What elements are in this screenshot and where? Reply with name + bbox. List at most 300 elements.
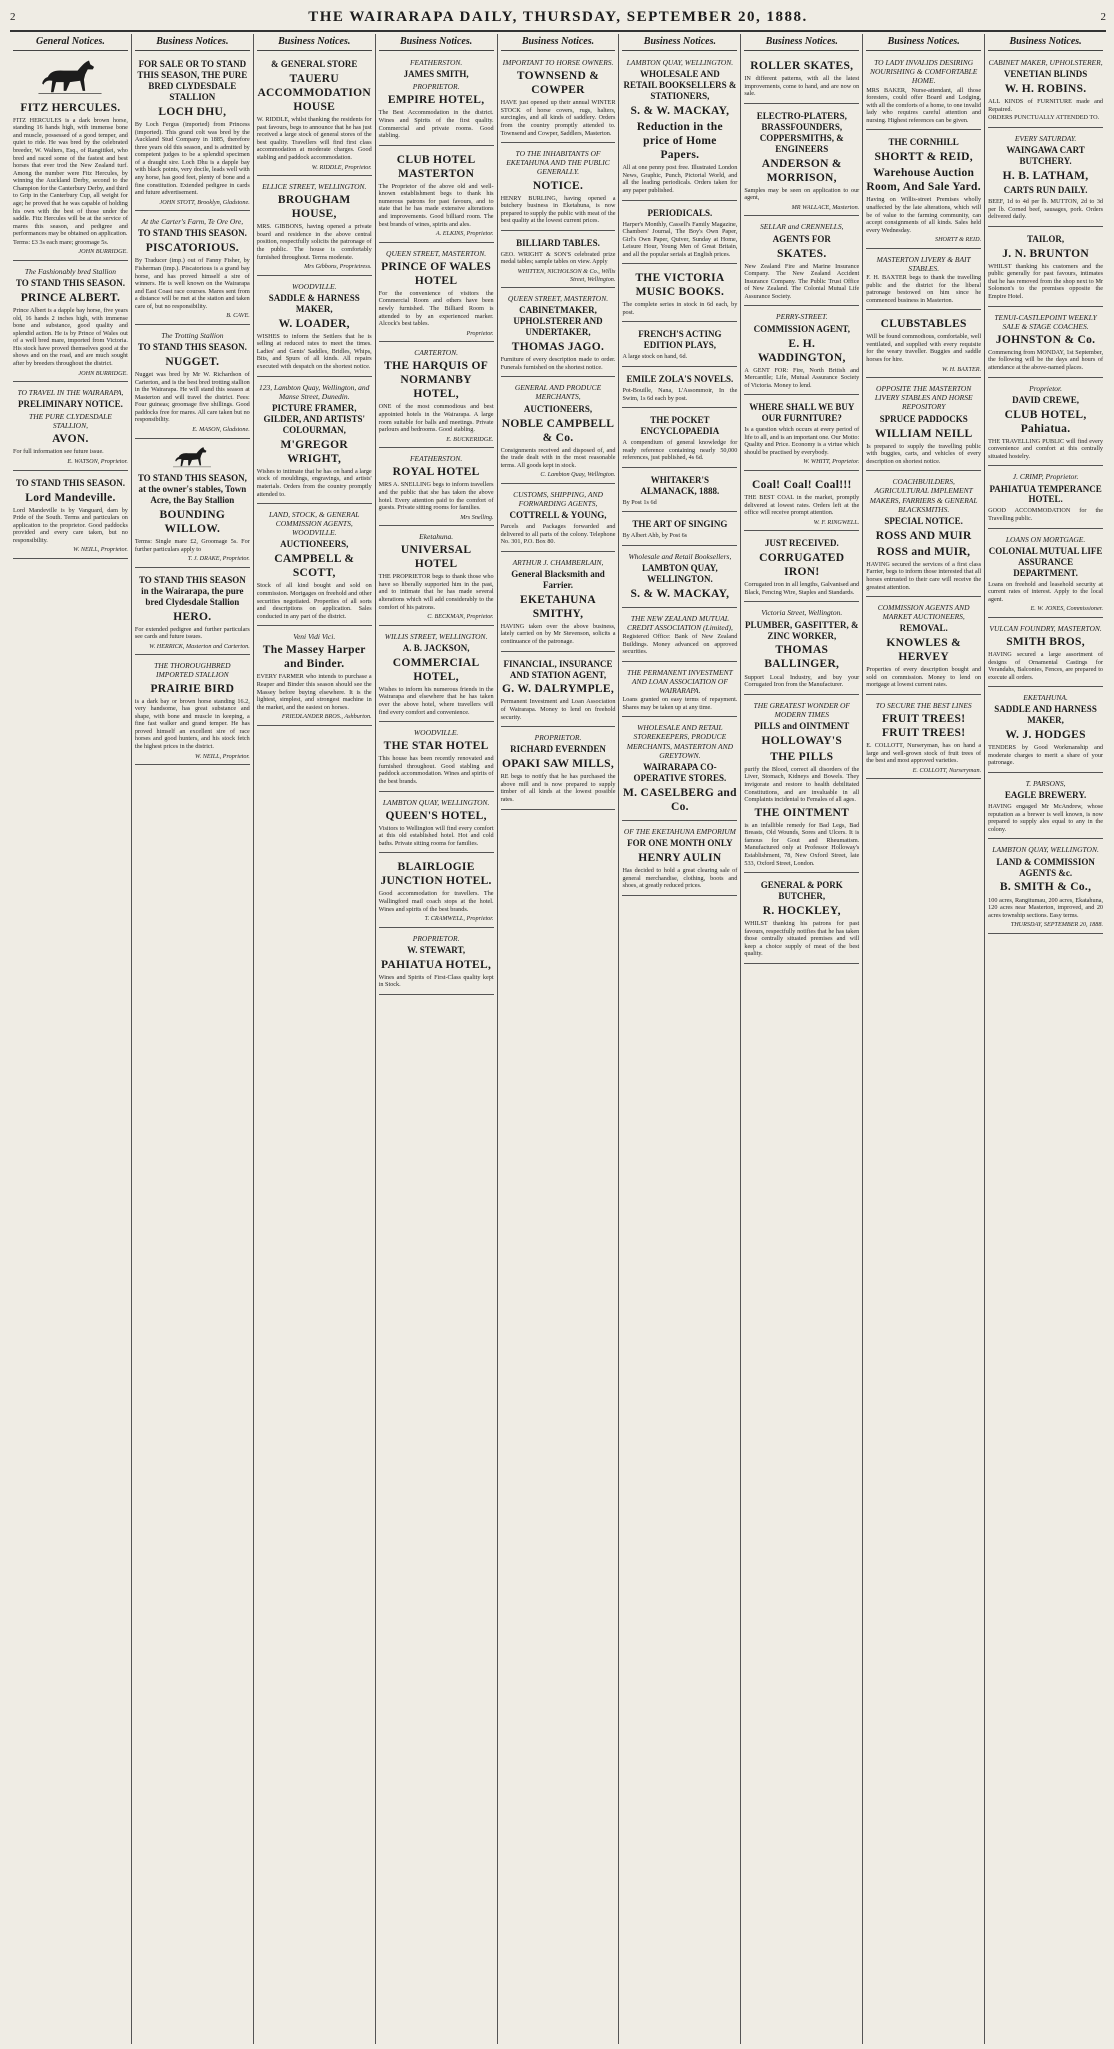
advertisement	[135, 441, 250, 568]
advertisement	[988, 229, 1103, 307]
column-7	[741, 34, 863, 2044]
ad-subheading: COTTRELL & YOUNG,	[509, 510, 607, 521]
ad-text: THE TRAVELLING PUBLIC will find every convenience and comfort at this centrally situated hostelry.	[988, 437, 1104, 460]
horse-illustration	[135, 445, 250, 472]
ad-signature: W. NEILL, Proprietor.	[195, 752, 250, 760]
advertisement	[135, 657, 250, 765]
ad-caption: LAMBTON QUAY, WELLINGTON.	[992, 845, 1099, 855]
ad-text: W. RIDDLE, whilst thanking the residents for past favours, begs to announce that he has just received a large stock of general stores of the best quality. Travellers will find first class accommodation at moderate charges. Good stabling and paddock accommodation.	[256, 116, 372, 162]
advertisement	[501, 729, 616, 809]
advertisement	[501, 379, 616, 484]
ad-text: Loans granted on easy terms of repayment. Shares may be taken up at any time.	[622, 696, 738, 711]
ad-subheading: THE POCKET ENCYCLOPAEDIA	[640, 415, 720, 437]
ad-signature: JOHN BURRIDGE.	[78, 248, 128, 256]
ad-headline: FRUIT TREES! FRUIT TREES!	[881, 713, 966, 740]
ad-text: Registered Office: Bank of New Zealand Buildings. Money advanced on approved securities.	[622, 633, 738, 656]
ad-subheading: TAILOR,	[1027, 233, 1065, 244]
ad-text: HAVING engaged Mr McAndrew, whose reputation as a brewer is well known, is now prepared to supply ales equal to any in the colony.	[988, 803, 1104, 833]
ad-text: MRS A. SNELLING begs to inform travellers and the public that she has taken the above hotel. Every attention paid to the comfort of guests. Private sitting rooms for families.	[378, 481, 494, 512]
ad-caption: THE PURE CLYDESDALE STALLION,	[29, 412, 112, 431]
advertisement	[988, 309, 1103, 378]
ad-headline: SMITH BROS,	[1006, 636, 1085, 648]
column-heading: Business Notices.	[135, 34, 250, 51]
ad-subheading: SPRUCE PADDOCKS	[879, 413, 968, 424]
ad-text: Is a question which occurs at every period of life to all, and is an important one. Our Motto: Quality and Price. Economy is a virtue which should be practised by everybody.	[744, 426, 860, 456]
ad-headline: PRINCE ALBERT.	[20, 292, 121, 304]
ad-subheading: VENETIAN BLINDS	[1003, 69, 1088, 80]
ad-subheading: THE CORNHILL	[888, 137, 959, 148]
ad-caption: GENERAL AND PRODUCE MERCHANTS,	[514, 383, 602, 402]
column-9	[985, 34, 1106, 2044]
ad-caption: OF THE EKETAHUNA EMPORIUM	[623, 826, 736, 836]
ad-subheading: REMOVAL.	[899, 623, 948, 634]
advertisement	[622, 410, 737, 468]
ad-headline: FITZ HERCULES.	[20, 101, 121, 114]
ad-text: is a dark bay or brown horse standing 16.2, very handsome, has great substance and shape, with bone and muscle in keeping, a fine fast walker and grand temper. He has proved himself an excellent sire of race horses and good hunters, and his stock fetch the highest prices in the district.	[134, 697, 250, 750]
advertisement	[135, 570, 250, 656]
ad-subheading: LAND & COMMISSION AGENTS &c.	[996, 856, 1095, 878]
ad-headline: BOUNDING WILLOW.	[159, 508, 226, 535]
ad-headline: CLUB HOTEL MASTERTON	[396, 153, 476, 180]
ad-caption: IMPORTANT TO HORSE OWNERS.	[502, 58, 614, 68]
ad-headline: CLUB HOTEL, Pahiatua.	[1004, 408, 1087, 435]
ad-text: Stock of all kind bought and sold on commission. Mortgages on freehold and other securities negotiated. Properties of all sorts and descriptions on application. Sales conducted in any part of the district.	[256, 582, 372, 620]
ad-signature: E. BUCKERIDGE.	[446, 435, 494, 443]
ad-caption: 123, Lambton Quay, Wellington, and Manse Street, Dunedin.	[259, 382, 370, 401]
ad-headline: CAMPBELL & SCOTT,	[274, 553, 355, 580]
ad-text: THE PROPRIETOR begs to thank those who have so liberally supported him in the past, and to intimate that he has made several alterations which will add considerably to the comfort of his patrons.	[378, 573, 494, 611]
ad-caption: QUEEN STREET, MASTERTON.	[386, 248, 487, 258]
ad-caption: Eketahuna.	[419, 532, 454, 542]
ad-headline: CORRUGATED IRON!	[759, 552, 845, 579]
ad-headline: PISCATORIOUS.	[145, 242, 239, 255]
advertisement	[744, 106, 859, 217]
ad-subheading: JUST RECEIVED.	[764, 538, 839, 549]
ad-text: All at one penny post free. Illustrated London News, Graphic, Punch, Pictorial World, and all the leading periodicals. Orders taken for any paper published.	[622, 164, 738, 194]
advertisement	[257, 278, 372, 377]
ad-caption: WILLIS STREET, WELLINGTON.	[384, 631, 488, 641]
ad-headline: NOBLE CAMPBELL & Co.	[501, 417, 615, 444]
advertisement	[379, 724, 494, 791]
column-heading: Business Notices.	[744, 34, 859, 51]
advertisement	[744, 54, 859, 104]
advertisement	[622, 266, 737, 322]
ad-subheading: SADDLE AND HARNESS MAKER,	[994, 704, 1097, 726]
advertisement	[744, 697, 859, 873]
ad-caption: EVERY SATURDAY.	[1014, 134, 1077, 143]
ad-text: Visitors to Wellington will find every comfort at this old established hotel. Hot and cold baths. Private sitting rooms for families.	[378, 824, 494, 847]
ad-headline: PRINCE OF WALES HOTEL	[381, 260, 492, 287]
ad-subheading: WHOLESALE AND RETAIL BOOKSELLERS & STATIONERS,	[623, 69, 737, 102]
ad-text: IN different patterns, with all the latest improvements, come to hand, and are now on sale.	[744, 75, 860, 98]
advertisement	[744, 533, 859, 602]
advertisement	[257, 628, 372, 726]
advertisement	[501, 233, 616, 288]
ad-text: Will be found commodious, comfortable, well ventilated, and supplied with every requisite for the weary traveller. Buggies and saddle horses for hire.	[866, 333, 982, 364]
advertisement	[257, 54, 372, 176]
ad-caption: VULCAN FOUNDRY, MASTERTON.	[989, 623, 1102, 633]
ad-text: Permanent Investment and Loan Association of Wairarapa. Money to lend on freehold security.	[500, 698, 616, 721]
ad-subheading: RICHARD EVERNDEN	[510, 744, 606, 755]
ad-signature: W. NEILL, Proprietor.	[73, 546, 128, 554]
ad-caption: ARTHUR J. CHAMBERLAIN,	[512, 557, 604, 567]
ad-headline: LOCH DHU,	[158, 106, 227, 119]
column-heading: Business Notices.	[988, 34, 1103, 51]
ad-caption: The Trotting Stallion	[161, 330, 224, 340]
ad-caption: PROPRIETOR.	[412, 82, 460, 92]
advertisement	[988, 380, 1103, 467]
ad-text: RE begs to notify that he has purchased the above mill and is now prepared to supply timber of all kinds at the lowest possible rates.	[500, 773, 616, 803]
ad-subheading: COMMISSION AGENT,	[753, 323, 850, 334]
ad-text: The Best Accommodation in the district. Wines and Spirits of the first quality. Commercial and private rooms. Good stabling.	[378, 109, 494, 140]
ad-subheading: TO STAND THIS SEASON in the Wairarapa, the pure bred Clydesdale Stallion	[138, 574, 246, 607]
ad-caption: LAMBTON QUAY, WELLINGTON.	[626, 58, 734, 68]
advertisement	[501, 486, 616, 552]
ad-signature: T. J. DRAKE, Proprietor.	[187, 555, 250, 563]
ad-text: FITZ HERCULES is a dark brown horse, standing 16 hands high, with immense bone and muscle, possessed of a good temper, and quiet to ride. He was bred by the celebrated breeder, W. Walters, Esq., of Rangitikei, who bred and raced some of the fastest and best horses that ever trod the New Zealand turf. Among the number were Fitz Hercules, by winning the Auckland Derby, second to the Champion for the Canterbury Derby, and third to Grip in the Canterbury Cup, all weight for age; he proved that he was capable of holding his own with the best of those under the saddle. Fitz Hercules will be at the service of mares this season, and pedigree and performances may be obtained on application.	[13, 116, 128, 238]
ad-text: Corrugated iron in all lengths, Galvanised and Black, Fencing Wire, Staples and Standards.	[744, 581, 860, 596]
column-heading: Business Notices.	[622, 34, 737, 51]
ad-subheading: TO STAND THIS SEASON.	[137, 342, 247, 353]
ad-headline: THE STAR HOTEL	[383, 740, 489, 753]
ad-headline: The Massey Harper and Binder.	[262, 644, 366, 671]
advertisement	[622, 664, 737, 718]
ad-headline: BLAIRLOGIE JUNCTION HOTEL.	[380, 861, 492, 888]
ad-signature: JOHN BURRIDGE.	[78, 369, 128, 377]
ad-subheading: WHERE SHALL WE BUY OUR FURNITURE?	[749, 402, 855, 424]
advertisement	[257, 506, 372, 626]
ad-subheading: TO STAND THIS SEASON.	[15, 477, 125, 488]
ad-headline: M. CASELBERG and Co.	[623, 786, 737, 813]
ad-caption: WHOLESALE AND RETAIL STOREKEEPERS, PRODUCE MERCHANTS, MASTERTON AND GREYTOWN.	[626, 723, 733, 760]
ad-subheading: PLUMBER, GASFITTER, & ZINC WORKER,	[745, 619, 859, 641]
advertisement	[135, 327, 250, 439]
ad-signature: E. COLLOTT, Nurseryman.	[912, 766, 982, 774]
column-1	[10, 34, 132, 2044]
ad-caption: MASTERTON LIVERY & BAIT STABLES.	[876, 254, 971, 273]
ad-headline: THE OINTMENT	[754, 806, 850, 819]
ad-subheading: PILLS and OINTMENT	[754, 720, 850, 731]
ad-caption: COMMISSION AGENTS AND MARKET AUCTIONEERS,	[877, 603, 970, 622]
ad-caption: LAMBTON QUAY, WELLINGTON.	[382, 797, 490, 807]
ad-signature: E. WATSON, Proprietor.	[67, 458, 128, 466]
ad-headline: COMMERCIAL HOTEL,	[392, 656, 480, 683]
advertisement	[988, 841, 1103, 933]
ad-text: Furniture of every description made to order. Funerals furnished on the shortest notice.	[500, 356, 616, 371]
ad-signature: W. H. BAXTER.	[941, 365, 982, 373]
ad-text: For extended pedigree and further particulars see cards and future issues.	[134, 625, 250, 641]
ad-caption: PROPRIETOR.	[412, 933, 460, 943]
advertisement	[622, 719, 737, 821]
ad-text: Lord Mandeville is by Vanguard, dam by Pride of the South. Terms and particulars on application to the proprietor. Good paddocks provided and every care taken, but no responsibility.	[13, 506, 128, 544]
advertisement	[622, 470, 737, 513]
ad-text: GOOD ACCOMMODATION for the Travelling public.	[988, 507, 1104, 522]
ad-text: New Zealand Fire and Marine Insurance Company. The New Zealand Accident Insurance Company. The Public Trust Office of New Zealand. The Colonial Mutual Life Assurance Society.	[744, 262, 860, 300]
ad-text: Wines and Spirits of First-Class quality kept in Stock.	[378, 973, 494, 989]
ad-text: Prince Albert is a dapple bay horse, five years old, 16 hands 2 inches high, with immense bone and substance, good quality and splendid action. He is by Prince of Wales out of a well bred mare, imported from Victoria. His stock have proved themselves good at the shows and on the road, and are much sought after by breeders throughout the district.	[13, 307, 128, 367]
ad-caption: EKETAHUNA.	[1023, 693, 1068, 703]
ad-text: BEEF, 1d to 4d per lb. MUTTON, 2d to 3d per lb. Corned beef, sausages, pork. Orders delivered daily.	[988, 198, 1104, 221]
column-2	[132, 34, 254, 2044]
advertisement	[622, 548, 737, 608]
page-number-right: 2	[1100, 11, 1106, 23]
ad-text: TENDERS by Good Workmanship and moderate charges to merit a share of your patronage.	[988, 744, 1104, 767]
ad-caption: THE THOROUGHBRED IMPORTED STALLION	[154, 661, 231, 680]
ad-subheading: WAINGAWA CART BUTCHERY.	[1006, 145, 1085, 167]
advertisement	[379, 450, 494, 526]
ad-text: GEO. WRIGHT & SON'S celebrated prize medal tables; sample tables on view. Apply	[500, 250, 616, 266]
advertisement	[379, 930, 494, 995]
advertisement	[622, 324, 737, 367]
ad-subheading: SADDLE & HARNESS MAKER,	[268, 292, 360, 314]
ad-headline: HERO.	[173, 610, 212, 623]
newspaper-title: THE WAIRARAPA DAILY, THURSDAY, SEPTEMBER 20, 1888.	[308, 8, 808, 25]
ad-text: A large stock on hand, 6d.	[622, 353, 688, 361]
ad-text: purify the Blood, correct all disorders of the Liver, Stomach, Kidneys and Bowels. They invigorate and restore to health debilitated Constitutions, and are invaluable in all Complaints incidental to Females of all ages.	[744, 765, 860, 804]
ad-signature: C. BECKMAN, Proprietor.	[427, 613, 494, 621]
advertisement	[744, 875, 859, 964]
ad-signature: FRIEDLANDER BROS., Ashburton.	[281, 713, 372, 721]
columns-container	[10, 34, 1106, 2044]
ad-headline: ANDERSON & MORRISON,	[761, 157, 842, 184]
ad-headline: JOHNSTON & Co.	[995, 333, 1096, 346]
advertisement	[988, 130, 1103, 227]
ad-headline: Warehouse Auction Room, And Sale Yard.	[866, 167, 981, 194]
ad-subheading: EMILE ZOLA'S NOVELS.	[626, 373, 734, 384]
ad-caption: THE GREATEST WONDER OF MODERN TIMES	[753, 700, 851, 719]
ad-text: ALL KINDS of FURNITURE made and Repaired.	[988, 98, 1104, 113]
column-heading: Business Notices.	[379, 34, 494, 51]
advertisement	[379, 245, 494, 343]
ad-text: 100 acres, Rangitumau, 200 acres, Ekatahuna, 120 acres near Masterton, improved, and 20 acres township sections. Easy terms.	[988, 896, 1104, 919]
ad-subheading: LAMBTON QUAY, WELLINGTON.	[642, 562, 718, 584]
ad-headline: W. H. ROBINS.	[1004, 83, 1087, 96]
ad-text: Pot-Bouille, Nana, L'Assommoir, In the Swim, 1s 6d each by post.	[622, 386, 738, 402]
ad-caption: At the Carter's Farm, Te Ore Ore,	[141, 217, 244, 227]
ad-caption: SELLAR and CRENNELLS,	[760, 222, 844, 232]
ad-text: Having on Willis-street Premises wholly unaffected by the late alterations, which will be of value to the farming community, can accept consignments of all kinds. Sales held every Wednesday.	[866, 196, 982, 234]
ad-caption: CUSTOMS, SHIPPING, AND FORWARDING AGENTS,	[513, 489, 603, 508]
ad-text: By Post 1s 6d	[622, 498, 657, 506]
column-heading: Business Notices.	[866, 34, 981, 51]
ad-headline: R. HOCKLEY,	[762, 905, 841, 918]
ad-text: Nugget was bred by Mr W. Richardson of Carterton, and is the best bred trotting stallion in the Wairarapa. He will stand this season at Masterton and will travel the district. Fees: Four guineas; groomage five shillings. Good paddocks free for mares. All care taken but no responsibility.	[134, 371, 250, 424]
column-6	[619, 34, 741, 2044]
advertisement	[866, 251, 981, 311]
ad-terms: Terms: £3 3s each mare; groomage 5s.	[13, 238, 109, 246]
column-4	[376, 34, 498, 2044]
ad-text: HAVING secured the services of a first class Farrier, begs to inform those interested that all horses entrusted to their care will receive the greatest attention.	[866, 560, 982, 591]
advertisement	[744, 308, 859, 395]
advertisement	[744, 473, 859, 531]
advertisement	[501, 145, 616, 231]
ad-caption: TENUI-CASTLEPOINT WEEKLY SALE & STAGE COACHES.	[994, 312, 1097, 331]
advertisement	[866, 312, 981, 378]
ad-subheading: EAGLE BREWERY.	[1004, 790, 1087, 801]
ad-caption: Veni Vidi Vici.	[293, 632, 336, 642]
ad-headline: TOWNSEND & COWPER	[516, 70, 600, 97]
advertisement	[622, 203, 737, 265]
ad-headline: W. J. HODGES	[1005, 729, 1086, 742]
ad-subheading: FINANCIAL, INSURANCE AND STATION AGENT,	[503, 658, 613, 680]
ad-caption: Wholesale and Retail Booksellers,	[628, 551, 732, 561]
ad-caption: LAND, STOCK, & GENERAL COMMISSION AGENTS, WOODVILLE.	[268, 510, 360, 538]
ad-caption: QUEEN STREET, MASTERTON.	[507, 294, 609, 304]
advertisement	[866, 599, 981, 695]
ad-signature: THURSDAY, SEPTEMBER 20, 1888.	[1010, 921, 1104, 929]
ad-subheading: DAVID CREWE,	[1012, 394, 1079, 405]
ad-headline: J. N. BRUNTON	[1002, 247, 1089, 260]
ad-headline: WILLIAM NEILL	[874, 427, 973, 440]
column-5	[498, 34, 620, 2044]
ad-subheading: PERIODICALS.	[647, 207, 713, 218]
advertisement	[622, 54, 737, 200]
ad-headline: THE VICTORIA MUSIC BOOKS.	[635, 272, 725, 299]
ad-headline: M'GREGOR WRIGHT,	[280, 438, 349, 465]
ad-caption: TO LADY INVALIDS DESIRING NOURISHING & COMFORTABLE HOME.	[870, 58, 978, 86]
advertisement	[379, 528, 494, 626]
ad-headline: THOMAS BALLINGER,	[764, 644, 840, 671]
ad-subheading: COLONIAL MUTUAL LIFE ASSURANCE DEPARTMENT.	[988, 545, 1103, 578]
ad-subheading: PRELIMINARY NOTICE.	[18, 399, 123, 410]
ad-subheading: PICTURE FRAMER, GILDER, AND ARTISTS' COLOURMAN,	[263, 402, 365, 435]
ad-subheading: BILLIARD TABLES.	[516, 237, 600, 248]
ad-text: HENRY BURLING, having opened a butchery business in Eketahuna, is now prepared to supply the public with meat of the best quality at the lowest current prices.	[500, 194, 616, 225]
ad-text: Terms: Single mare £2, Groomage 5s. For further particulars apply to	[134, 538, 250, 553]
ad-text: Properties of every description bought and sold on commission. Money to lend on mortgage at lowest current rates.	[866, 666, 982, 689]
ad-text: By Traducer (imp.) out of Fanny Fisher, by Fisherman (imp.). Piscatorious is a grand bay horse, and has proved himself a sire of winners. He is well known on the Wairarapa and East Coast race courses. Mares sent from a distance will be met at the station and taken care of, but no responsibility.	[134, 257, 250, 310]
ad-headline: E. H. WADDINGTON,	[757, 337, 846, 364]
advertisement	[379, 54, 494, 146]
ad-signature: T. CRAMWELL, Proprietor.	[424, 915, 494, 923]
ad-headline: S. & W. MACKAY,	[630, 587, 730, 600]
ad-text: Loans on freehold and leasehold security at current rates of interest. Apply to the local agent.	[988, 580, 1104, 603]
ad-headline: W. LOADER,	[278, 317, 350, 330]
ad-subheading: THE ART OF SINGING	[632, 519, 728, 530]
ad-signature: A. ELKINS, Proprietor.	[435, 230, 494, 238]
advertisement	[622, 369, 737, 408]
ad-subheading: FRENCH'S ACTING EDITION PLAYS,	[638, 329, 722, 351]
ad-headline: EMPIRE HOTEL,	[387, 94, 485, 107]
ad-subheading: & GENERAL STORE	[271, 59, 358, 70]
ad-subheading: SPECIAL NOTICE.	[884, 515, 963, 526]
masthead	[10, 4, 1106, 32]
ad-text: The Proprietor of the above old and well-known establishment begs to thank his numerous patrons for past favours, and to state that he has made extensive alterations and improvements. Good billiard room. The best brands of wines, spirits and ales.	[378, 182, 494, 228]
ad-caption: THE PERMANENT INVESTMENT AND LOAN ASSOCIATION OF WAIRARAPA.	[627, 667, 733, 696]
ad-text: F. H. BAXTER begs to thank the travelling public and the district for the liberal patronage bestowed on him since he commenced business in Masterton.	[866, 274, 982, 304]
ad-text: Has decided to hold a great clearing sale of general merchandise, clothing, boots and shoes, at greatly reduced prices.	[622, 867, 738, 890]
ad-text: EVERY FARMER who intends to purchase a Reaper and Binder this season should see the Massey before buying elsewhere. It is the lightest, simplest, and strongest machine in the market, and the easiest on horses.	[256, 673, 372, 711]
ad-caption: ELLICE STREET, WELLINGTON.	[262, 182, 367, 192]
ad-text: Is prepared to supply the travelling public with buggies, carts, and vehicles of every description on shortest notice.	[866, 442, 982, 465]
ad-subheading: W. STEWART,	[407, 944, 466, 955]
ad-subheading: FOR ONE MONTH ONLY	[627, 838, 733, 849]
ad-caption: TO TRAVEL IN THE WAIRARAPA,	[17, 388, 124, 398]
ad-subheading: PAHIATUA TEMPERANCE HOTEL.	[989, 483, 1102, 505]
ad-signature: Proprietor.	[466, 329, 494, 337]
ad-text: The complete series in stock in 6d each, by post.	[622, 301, 738, 316]
ad-caption: TO THE INHABITANTS OF EKETAHUNA AND THE PUBLIC GENERALLY.	[506, 149, 610, 177]
advertisement	[501, 290, 616, 377]
ad-headline: THE PILLS	[770, 750, 834, 763]
ad-headline: TAUERU ACCOMMODATION HOUSE	[257, 73, 372, 114]
ad-headline: H. B. LATHAM,	[1002, 170, 1089, 183]
ad-text: Samples may be seen on application to our agent,	[744, 186, 860, 202]
ad-subheading: AGENTS FOR	[772, 233, 831, 244]
advertisement	[866, 132, 981, 248]
advertisement	[988, 689, 1103, 773]
advertisement	[988, 531, 1103, 618]
advertisement	[744, 397, 859, 471]
page-number-left: 2	[10, 11, 16, 23]
horse-illustration	[13, 58, 128, 99]
ad-subheading: TO STAND THIS SEASON, at the owner's stables, Town Acre, the Bay Stallion	[137, 473, 247, 506]
advertisement	[135, 54, 250, 211]
ad-text: This house has been recently renovated and furnished throughout. Good stabling and paddock accommodation. Wines and spirits of the best brands.	[378, 755, 494, 785]
ad-signature: Mrs Gibbons, Proprietress.	[304, 263, 372, 271]
ad-text: HAVING taken over the above business, lately carried on by Mr Stevenson, solicits a continuance of the patronage.	[500, 622, 616, 645]
ad-text: WHILST thanking his customers and the public generally for past favours, intimates that he has removed from the shop next to Mr Solomon's to the premises opposite the Empire Hotel.	[988, 262, 1104, 300]
ad-subheading: AUCTIONEERS,	[523, 403, 593, 414]
ad-caption: TO SECURE THE BEST LINES	[875, 701, 972, 711]
advertisement	[622, 610, 737, 662]
ad-caption: J. CRIMP, Proprietor.	[1012, 472, 1079, 482]
ad-text: A compendium of general knowledge for ready reference containing nearly 50,000 references, just published, 4s 6d.	[622, 439, 738, 462]
column-3	[254, 34, 376, 2044]
ad-headline: CLUBSTABLES	[880, 318, 967, 331]
ad-text: HAVE just opened up their annual WINTER STOCK of horse covers, rugs, halters, surcingles, and all kinds of saddlery. Orders from the country promptly attended to. Townsend and Cowper, Saddlers, Masterton.	[500, 99, 616, 137]
advertisement	[744, 218, 859, 306]
advertisement	[13, 473, 128, 559]
ad-signature: W. HERRICK, Masterton and Carterton.	[149, 642, 250, 650]
ad-signature: SHORTT & REID.	[935, 236, 982, 244]
ad-subheading: TO STAND THIS SEASON.	[137, 228, 247, 239]
ad-headline: HOLLOWAY'S	[761, 734, 843, 747]
ad-caption: FEATHERSTON.	[409, 454, 463, 464]
advertisement	[257, 379, 372, 504]
ad-subheading: AUCTIONEERS,	[280, 539, 349, 550]
column-heading: Business Notices.	[501, 34, 616, 51]
ad-caption: FEATHERSTON.	[409, 58, 463, 68]
advertisement	[257, 178, 372, 276]
ad-headline: Reduction in the price of Home Papers.	[636, 121, 723, 162]
ad-subheading: JAMES SMITH,	[403, 69, 469, 80]
advertisement	[379, 628, 494, 722]
ad-text: ORDERS PUNCTUALLY ATTENDED TO.	[988, 114, 1100, 122]
advertisement	[988, 468, 1103, 528]
ad-text: Commencing from MONDAY, 1st September, the following will be the days and hours of attendance at the above-named places.	[988, 348, 1104, 371]
ad-headline: ROSS AND MUIR	[875, 529, 972, 542]
ad-caption: OPPOSITE THE MASTERTON LIVERY STABLES AND HORSE REPOSITORY	[874, 384, 973, 412]
ad-text: For full information see future issue.	[13, 448, 104, 456]
ad-text: MRS. GIBBONS, having opened a private board and residence in the above central position, respectfully solicits the patronage of the public. The house is comfortably furnished throughout. Terms moderate.	[256, 223, 372, 261]
ad-signature: WHITTEN, NICHOLSON & Co., Willis Street, Wellington.	[517, 267, 616, 283]
ad-text: Wishes to inform his numerous friends in the Wairarapa and elsewhere that he has taken over the above hotel, where travellers will find every comfort and convenience.	[378, 685, 494, 716]
ad-caption: CARTERTON.	[414, 348, 459, 358]
ad-signature: B. CAVE.	[226, 312, 250, 320]
ad-caption: LOANS ON MORTGAGE.	[1005, 534, 1086, 544]
ad-signature: W. F. RINGWELL.	[813, 518, 860, 526]
advertisement	[13, 263, 128, 382]
ad-headline: EKETAHUNA SMITHY,	[520, 593, 596, 620]
advertisement	[988, 775, 1103, 839]
ad-headline: NOTICE.	[532, 179, 584, 192]
advertisement	[622, 823, 737, 896]
ad-subheading: ELECTRO-PLATERS, BRASSFOUNDERS, COPPERSMITHS, & ENGINEERS	[756, 110, 847, 154]
ad-subheading: CARTS RUN DAILY.	[1003, 185, 1088, 196]
ad-text: For the convenience of visitors the Commercial Room and others have been newly furnished. The Billiard Room is attended to by an experienced marker. Alcock's best tables.	[378, 289, 494, 328]
ad-caption: PERRY-STREET.	[776, 312, 828, 322]
